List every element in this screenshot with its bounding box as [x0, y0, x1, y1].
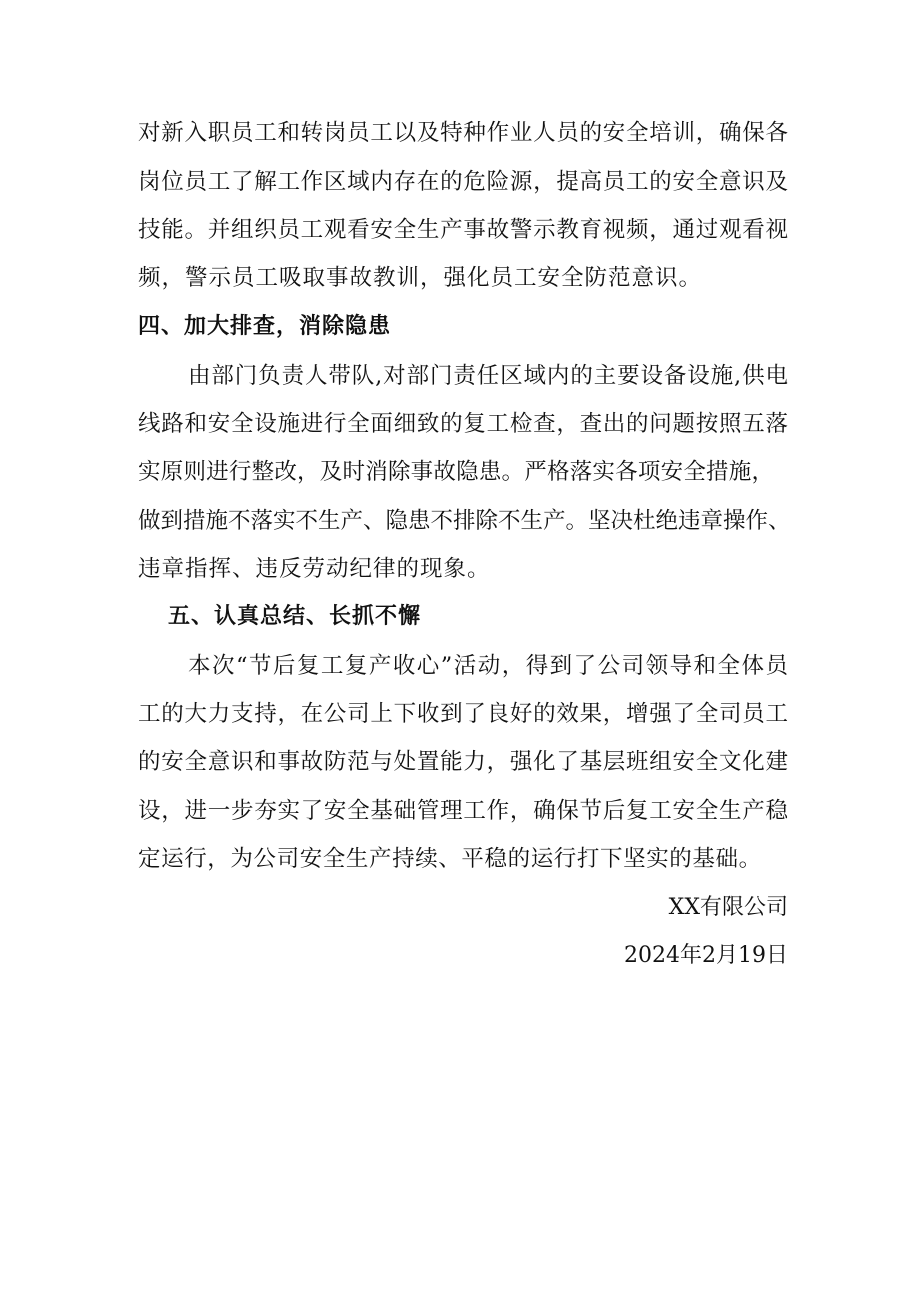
body-line: 违章指挥、违反劳动纪律的现象。 — [138, 556, 491, 582]
body-line: 做到措施不落实不生产、隐患不排除不生产。坚决杜绝违章操作、 — [138, 508, 791, 534]
body-line: 岗位员工了解工作区域内存在的危险源，提高员工的安全意识及 — [138, 169, 788, 195]
body-line: 本次“节后复工复产收心”活动，得到了公司领导和全体员 — [188, 653, 788, 679]
signature-date: 2024年2月19日 — [624, 943, 788, 968]
section-heading-4: 四、加大排查，消除隐患 — [138, 314, 392, 339]
body-line: 线路和安全设施进行全面细致的复工检查，查出的问题按照五落 — [138, 411, 788, 437]
body-line: 由部门负责人带队,对部门责任区域内的主要设备设施,供电 — [188, 363, 788, 389]
body-line: 实原则进行整改，及时消除事故隐患。严格落实各项安全措施， — [138, 459, 774, 485]
body-line: 技能。并组织员工观看安全生产事故警示教育视频，通过观看视 — [138, 217, 788, 243]
body-line: 的安全意识和事故防范与处置能力，强化了基层班组安全文化建 — [138, 749, 788, 775]
body-line: 对新入职员工和转岗员工以及特种作业人员的安全培训，确保各 — [138, 120, 788, 146]
signature-company: XX有限公司 — [668, 895, 788, 920]
body-line: 工的大力支持，在公司上下收到了良好的效果，增强了全司员工 — [138, 701, 788, 727]
body-line: 设，进一步夯实了安全基础管理工作，确保节后复工安全生产稳 — [138, 798, 788, 824]
section-heading-5: 五、认真总结、长抓不懈 — [168, 604, 422, 629]
body-line: 定运行，为公司安全生产持续、平稳的运行打下坚实的基础。 — [138, 846, 762, 872]
body-line: 频，警示员工吸取事故教训，强化员工安全防范意识。 — [138, 265, 703, 291]
